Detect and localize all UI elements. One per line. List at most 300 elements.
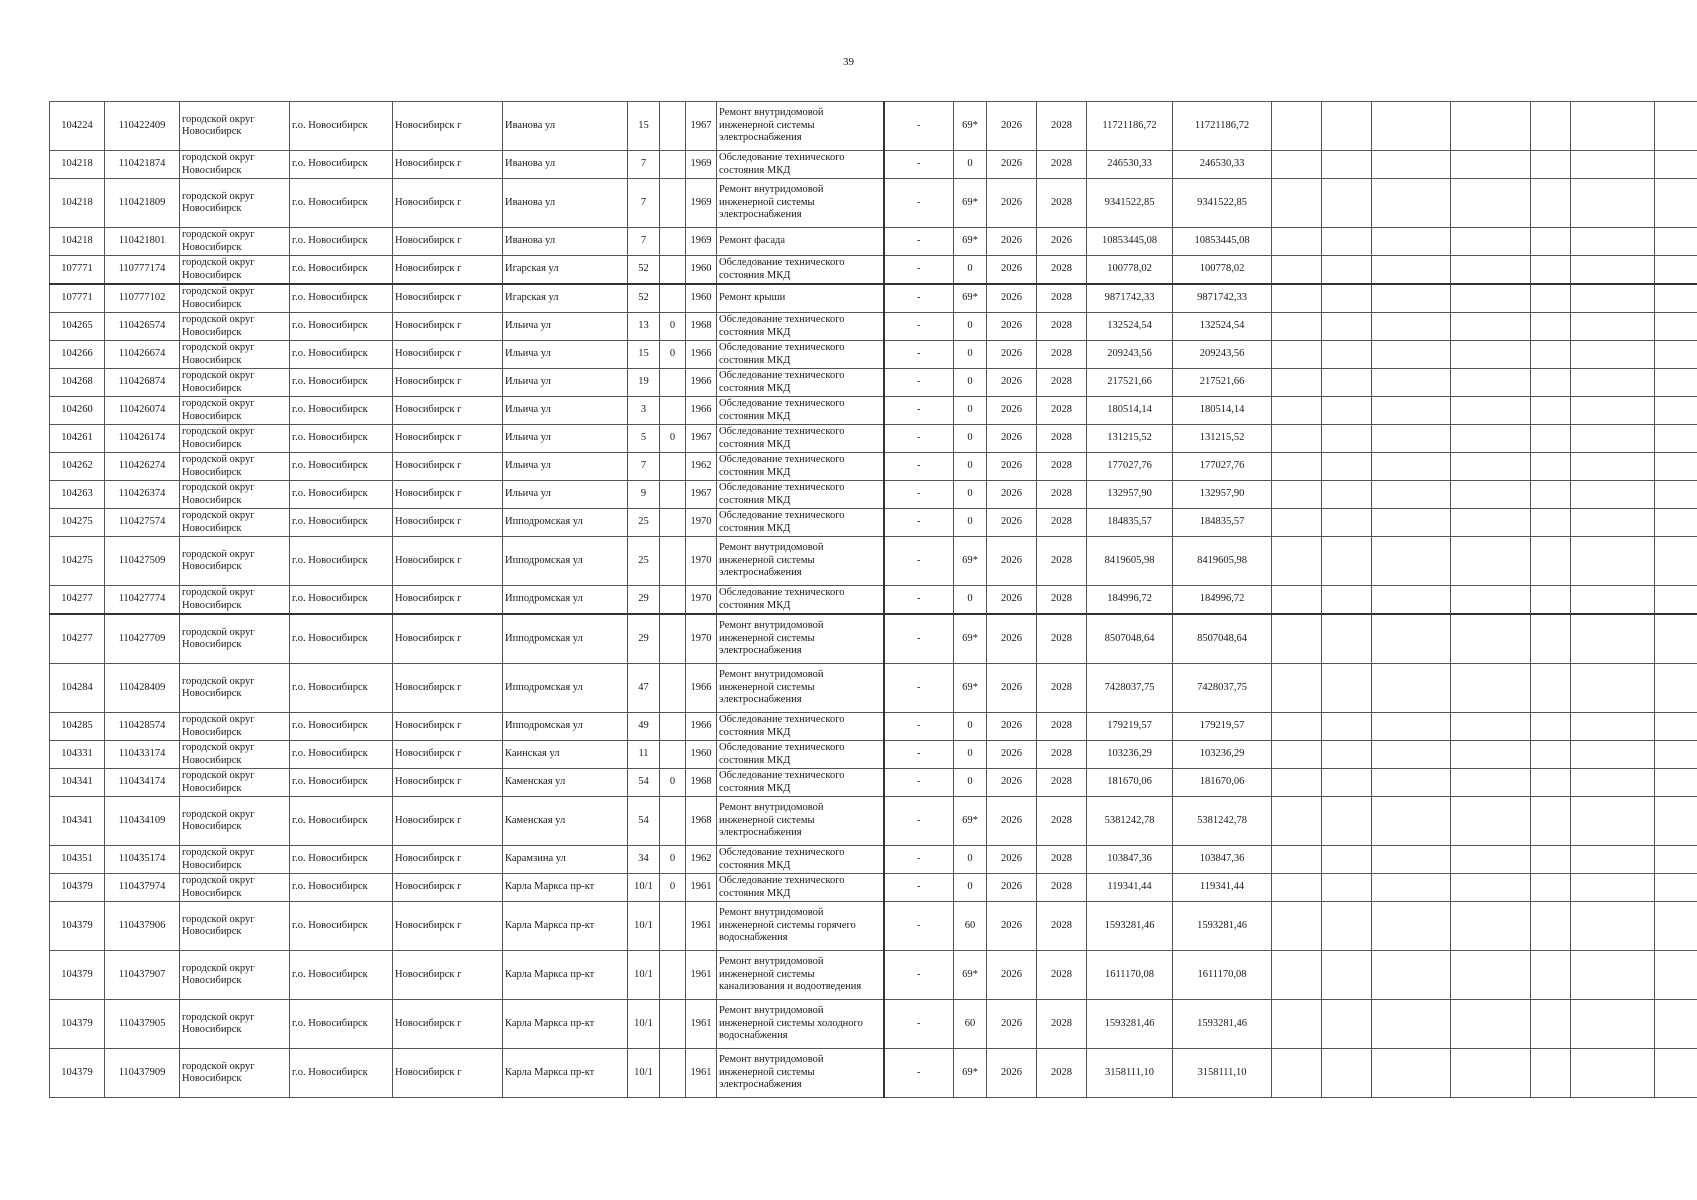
cell-empty (1655, 1049, 1697, 1098)
cell-cost-total: 11721186,72 (1087, 102, 1173, 151)
cell-work-type: Обследование технического состояния МКД (717, 341, 884, 369)
cell-year-end: 2028 (1037, 453, 1087, 481)
cell-city: Новосибирск г (393, 179, 503, 228)
cell-work-type: Ремонт внутридомовой инженерной системы горячего водоснабжения (717, 902, 884, 951)
cell-empty (1531, 509, 1571, 537)
cell-city: Новосибирск г (393, 397, 503, 425)
cell-wear-percent: 0 (954, 151, 987, 179)
cell-house-id: 104224 (50, 102, 105, 151)
cell-empty (1571, 902, 1655, 951)
cell-cost-total: 100778,02 (1087, 256, 1173, 285)
cell-house-number: 34 (628, 846, 660, 874)
cell-house-number: 49 (628, 713, 660, 741)
cell-empty (1372, 874, 1451, 902)
cell-work-code: 110422409 (105, 102, 180, 151)
cell-city: Новосибирск г (393, 228, 503, 256)
cell-work-type: Ремонт внутридомовой инженерной системы электроснабжения (717, 179, 884, 228)
table-row (50, 102, 1697, 151)
cell-empty (1571, 453, 1655, 481)
table-row (50, 397, 1697, 425)
cell-empty (1451, 313, 1531, 341)
cell-empty (1571, 256, 1655, 285)
cell-house-number: 29 (628, 586, 660, 615)
cell-year-start: 2026 (987, 481, 1037, 509)
cell-empty (1322, 741, 1372, 769)
cell-build-year: 1960 (686, 256, 717, 285)
cell-dash: - (884, 481, 954, 509)
cell-empty (1372, 586, 1451, 615)
cell-street: Ипподромская ул (503, 664, 628, 713)
cell-cost-total: 10853445,08 (1087, 228, 1173, 256)
cell-building (660, 537, 686, 586)
cell-empty (1322, 102, 1372, 151)
cell-building (660, 713, 686, 741)
cell-empty (1451, 874, 1531, 902)
cell-year-end: 2028 (1037, 179, 1087, 228)
cell-empty (1451, 902, 1531, 951)
cell-empty (1571, 586, 1655, 615)
cell-empty (1272, 102, 1322, 151)
cell-year-end: 2028 (1037, 256, 1087, 285)
cell-house-number: 13 (628, 313, 660, 341)
cell-house-id: 107771 (50, 284, 105, 313)
cell-empty (1571, 179, 1655, 228)
cell-empty (1655, 453, 1697, 481)
cell-work-type: Обследование технического состояния МКД (717, 586, 884, 615)
cell-municipality: городской округ Новосибирск (180, 102, 290, 151)
table-row (50, 151, 1697, 179)
cell-empty (1322, 586, 1372, 615)
cell-empty (1372, 313, 1451, 341)
cell-house-number: 7 (628, 228, 660, 256)
cell-year-end: 2028 (1037, 1000, 1087, 1049)
cell-cost-fund: 177027,76 (1173, 453, 1272, 481)
cell-cost-fund: 209243,56 (1173, 341, 1272, 369)
cell-work-code: 110434174 (105, 769, 180, 797)
cell-empty (1655, 284, 1697, 313)
cell-year-end: 2028 (1037, 614, 1087, 664)
cell-empty (1655, 614, 1697, 664)
cell-dash: - (884, 102, 954, 151)
cell-house-number: 54 (628, 769, 660, 797)
cell-empty (1655, 313, 1697, 341)
cell-empty (1655, 713, 1697, 741)
cell-house-number: 54 (628, 797, 660, 846)
cell-empty (1272, 614, 1322, 664)
cell-dash: - (884, 846, 954, 874)
cell-cost-total: 179219,57 (1087, 713, 1173, 741)
cell-work-type: Обследование технического состояния МКД (717, 481, 884, 509)
cell-build-year: 1966 (686, 397, 717, 425)
cell-urban-district: г.о. Новосибирск (290, 951, 393, 1000)
cell-building (660, 284, 686, 313)
cell-empty (1531, 453, 1571, 481)
cell-urban-district: г.о. Новосибирск (290, 664, 393, 713)
table-row (50, 902, 1697, 951)
cell-house-id: 104266 (50, 341, 105, 369)
cell-empty (1571, 341, 1655, 369)
cell-build-year: 1960 (686, 741, 717, 769)
cell-building (660, 741, 686, 769)
cell-empty (1571, 797, 1655, 846)
cell-house-id: 104285 (50, 713, 105, 741)
cell-building (660, 179, 686, 228)
cell-cost-fund: 184835,57 (1173, 509, 1272, 537)
cell-year-end: 2028 (1037, 769, 1087, 797)
cell-cost-total: 7428037,75 (1087, 664, 1173, 713)
cell-empty (1451, 769, 1531, 797)
cell-cost-total: 9871742,33 (1087, 284, 1173, 313)
cell-empty (1531, 256, 1571, 285)
cell-empty (1655, 179, 1697, 228)
cell-empty (1372, 369, 1451, 397)
cell-empty (1272, 369, 1322, 397)
cell-street: Каинская ул (503, 741, 628, 769)
cell-house-id: 104268 (50, 369, 105, 397)
cell-wear-percent: 69* (954, 614, 987, 664)
cell-municipality: городской округ Новосибирск (180, 313, 290, 341)
cell-municipality: городской округ Новосибирск (180, 284, 290, 313)
cell-work-type: Обследование технического состояния МКД (717, 256, 884, 285)
table-row (50, 453, 1697, 481)
cell-dash: - (884, 614, 954, 664)
cell-work-type: Обследование технического состояния МКД (717, 846, 884, 874)
cell-work-type: Обследование технического состояния МКД (717, 874, 884, 902)
cell-dash: - (884, 425, 954, 453)
cell-empty (1322, 481, 1372, 509)
cell-year-end: 2028 (1037, 586, 1087, 615)
cell-work-code: 110427774 (105, 586, 180, 615)
cell-house-number: 3 (628, 397, 660, 425)
cell-dash: - (884, 874, 954, 902)
cell-urban-district: г.о. Новосибирск (290, 453, 393, 481)
cell-urban-district: г.о. Новосибирск (290, 341, 393, 369)
cell-build-year: 1970 (686, 537, 717, 586)
cell-build-year: 1961 (686, 1000, 717, 1049)
cell-empty (1451, 713, 1531, 741)
cell-empty (1531, 341, 1571, 369)
cell-empty (1272, 902, 1322, 951)
cell-house-id: 104265 (50, 313, 105, 341)
cell-wear-percent: 0 (954, 341, 987, 369)
cell-urban-district: г.о. Новосибирск (290, 179, 393, 228)
cell-urban-district: г.о. Новосибирск (290, 846, 393, 874)
cell-year-start: 2026 (987, 151, 1037, 179)
cell-work-type: Обследование технического состояния МКД (717, 769, 884, 797)
cell-empty (1531, 397, 1571, 425)
cell-empty (1322, 284, 1372, 313)
cell-build-year: 1960 (686, 284, 717, 313)
cell-empty (1531, 537, 1571, 586)
cell-cost-fund: 3158111,10 (1173, 1049, 1272, 1098)
cell-building (660, 151, 686, 179)
cell-building (660, 102, 686, 151)
cell-empty (1322, 179, 1372, 228)
cell-empty (1451, 453, 1531, 481)
cell-empty (1571, 313, 1655, 341)
cell-year-end: 2028 (1037, 797, 1087, 846)
cell-year-end: 2028 (1037, 481, 1087, 509)
cell-cost-total: 103236,29 (1087, 741, 1173, 769)
cell-building (660, 664, 686, 713)
cell-street: Ильича ул (503, 397, 628, 425)
cell-empty (1272, 341, 1322, 369)
cell-empty (1655, 509, 1697, 537)
cell-cost-fund: 180514,14 (1173, 397, 1272, 425)
cell-empty (1571, 509, 1655, 537)
cell-empty (1531, 228, 1571, 256)
cell-empty (1531, 425, 1571, 453)
cell-city: Новосибирск г (393, 586, 503, 615)
cell-work-code: 110433174 (105, 741, 180, 769)
cell-street: Иванова ул (503, 179, 628, 228)
table-row (50, 874, 1697, 902)
cell-empty (1372, 741, 1451, 769)
cell-build-year: 1969 (686, 151, 717, 179)
cell-empty (1531, 313, 1571, 341)
cell-year-start: 2026 (987, 664, 1037, 713)
cell-wear-percent: 0 (954, 453, 987, 481)
cell-wear-percent: 0 (954, 481, 987, 509)
cell-empty (1272, 151, 1322, 179)
cell-house-number: 7 (628, 453, 660, 481)
cell-empty (1272, 797, 1322, 846)
cell-urban-district: г.о. Новосибирск (290, 313, 393, 341)
cell-empty (1531, 797, 1571, 846)
cell-building (660, 228, 686, 256)
cell-build-year: 1966 (686, 341, 717, 369)
cell-work-code: 110427709 (105, 614, 180, 664)
cell-cost-fund: 100778,02 (1173, 256, 1272, 285)
cell-city: Новосибирск г (393, 481, 503, 509)
cell-urban-district: г.о. Новосибирск (290, 614, 393, 664)
cell-building: 0 (660, 313, 686, 341)
cell-year-start: 2026 (987, 537, 1037, 586)
cell-empty (1571, 369, 1655, 397)
cell-empty (1571, 1049, 1655, 1098)
cell-empty (1272, 1049, 1322, 1098)
cell-work-code: 110421801 (105, 228, 180, 256)
cell-cost-fund: 1611170,08 (1173, 951, 1272, 1000)
cell-build-year: 1966 (686, 664, 717, 713)
cell-build-year: 1970 (686, 586, 717, 615)
cell-city: Новосибирск г (393, 341, 503, 369)
cell-work-code: 110428409 (105, 664, 180, 713)
cell-city: Новосибирск г (393, 256, 503, 285)
cell-urban-district: г.о. Новосибирск (290, 256, 393, 285)
cell-empty (1655, 397, 1697, 425)
cell-building: 0 (660, 846, 686, 874)
cell-empty (1531, 664, 1571, 713)
cell-work-code: 110426874 (105, 369, 180, 397)
cell-work-code: 110437905 (105, 1000, 180, 1049)
cell-cost-total: 181670,06 (1087, 769, 1173, 797)
cell-building: 0 (660, 874, 686, 902)
cell-cost-total: 246530,33 (1087, 151, 1173, 179)
cell-street: Каменская ул (503, 797, 628, 846)
cell-work-type: Обследование технического состояния МКД (717, 369, 884, 397)
cell-building (660, 453, 686, 481)
cell-empty (1655, 902, 1697, 951)
cell-work-type: Обследование технического состояния МКД (717, 425, 884, 453)
cell-empty (1372, 846, 1451, 874)
cell-cost-fund: 132957,90 (1173, 481, 1272, 509)
cell-work-code: 110777102 (105, 284, 180, 313)
capital-repair-table (49, 101, 1697, 1098)
cell-street: Ильича ул (503, 453, 628, 481)
cell-wear-percent: 0 (954, 509, 987, 537)
cell-empty (1272, 453, 1322, 481)
cell-empty (1322, 256, 1372, 285)
cell-dash: - (884, 1049, 954, 1098)
cell-empty (1322, 664, 1372, 713)
cell-house-id: 104379 (50, 1000, 105, 1049)
cell-cost-total: 1593281,46 (1087, 1000, 1173, 1049)
cell-city: Новосибирск г (393, 1000, 503, 1049)
cell-street: Ильича ул (503, 369, 628, 397)
cell-building: 0 (660, 341, 686, 369)
cell-city: Новосибирск г (393, 797, 503, 846)
cell-municipality: городской округ Новосибирск (180, 151, 290, 179)
cell-build-year: 1967 (686, 481, 717, 509)
cell-municipality: городской округ Новосибирск (180, 614, 290, 664)
cell-municipality: городской округ Новосибирск (180, 1049, 290, 1098)
cell-building (660, 509, 686, 537)
cell-dash: - (884, 586, 954, 615)
cell-building (660, 1000, 686, 1049)
cell-empty (1372, 1049, 1451, 1098)
cell-empty (1322, 846, 1372, 874)
cell-house-id: 104277 (50, 586, 105, 615)
cell-work-code: 110426674 (105, 341, 180, 369)
cell-year-start: 2026 (987, 951, 1037, 1000)
cell-build-year: 1967 (686, 102, 717, 151)
cell-empty (1531, 102, 1571, 151)
cell-empty (1571, 664, 1655, 713)
cell-empty (1322, 951, 1372, 1000)
cell-urban-district: г.о. Новосибирск (290, 509, 393, 537)
cell-empty (1531, 586, 1571, 615)
cell-street: Ипподромская ул (503, 713, 628, 741)
cell-work-type: Обследование технического состояния МКД (717, 713, 884, 741)
cell-empty (1531, 769, 1571, 797)
cell-empty (1272, 284, 1322, 313)
cell-empty (1655, 846, 1697, 874)
cell-house-number: 52 (628, 256, 660, 285)
cell-street: Иванова ул (503, 228, 628, 256)
cell-city: Новосибирск г (393, 284, 503, 313)
cell-municipality: городской округ Новосибирск (180, 846, 290, 874)
cell-year-start: 2026 (987, 453, 1037, 481)
cell-street: Игарская ул (503, 284, 628, 313)
cell-house-id: 104218 (50, 179, 105, 228)
table-row (50, 256, 1697, 285)
cell-empty (1451, 151, 1531, 179)
cell-empty (1571, 537, 1655, 586)
cell-city: Новосибирск г (393, 425, 503, 453)
cell-empty (1531, 713, 1571, 741)
cell-empty (1655, 256, 1697, 285)
cell-dash: - (884, 769, 954, 797)
cell-house-number: 15 (628, 341, 660, 369)
cell-year-start: 2026 (987, 313, 1037, 341)
cell-year-end: 2028 (1037, 284, 1087, 313)
cell-wear-percent: 69* (954, 284, 987, 313)
cell-empty (1531, 369, 1571, 397)
cell-street: Каменская ул (503, 769, 628, 797)
cell-wear-percent: 0 (954, 769, 987, 797)
cell-work-code: 110426174 (105, 425, 180, 453)
cell-empty (1272, 425, 1322, 453)
table-row (50, 179, 1697, 228)
cell-urban-district: г.о. Новосибирск (290, 874, 393, 902)
cell-house-number: 19 (628, 369, 660, 397)
cell-empty (1571, 614, 1655, 664)
cell-house-id: 104379 (50, 902, 105, 951)
cell-dash: - (884, 902, 954, 951)
cell-empty (1451, 256, 1531, 285)
cell-cost-total: 184996,72 (1087, 586, 1173, 615)
cell-municipality: городской округ Новосибирск (180, 902, 290, 951)
cell-empty (1322, 614, 1372, 664)
cell-work-type: Ремонт крыши (717, 284, 884, 313)
cell-municipality: городской округ Новосибирск (180, 713, 290, 741)
cell-house-number: 10/1 (628, 874, 660, 902)
cell-empty (1571, 284, 1655, 313)
cell-empty (1571, 228, 1655, 256)
cell-work-code: 110426074 (105, 397, 180, 425)
table-row (50, 481, 1697, 509)
cell-year-start: 2026 (987, 874, 1037, 902)
cell-year-end: 2028 (1037, 425, 1087, 453)
cell-wear-percent: 0 (954, 741, 987, 769)
cell-work-type: Обследование технического состояния МКД (717, 313, 884, 341)
cell-empty (1655, 425, 1697, 453)
cell-empty (1322, 1000, 1372, 1049)
cell-building (660, 369, 686, 397)
cell-cost-total: 8419605,98 (1087, 537, 1173, 586)
cell-house-id: 104275 (50, 537, 105, 586)
cell-house-number: 25 (628, 537, 660, 586)
cell-dash: - (884, 284, 954, 313)
cell-work-type: Обследование технического состояния МКД (717, 151, 884, 179)
cell-build-year: 1969 (686, 179, 717, 228)
cell-urban-district: г.о. Новосибирск (290, 1000, 393, 1049)
cell-wear-percent: 0 (954, 313, 987, 341)
cell-empty (1372, 797, 1451, 846)
cell-urban-district: г.о. Новосибирск (290, 586, 393, 615)
cell-empty (1322, 313, 1372, 341)
cell-year-start: 2026 (987, 846, 1037, 874)
cell-empty (1322, 369, 1372, 397)
cell-empty (1451, 284, 1531, 313)
cell-year-start: 2026 (987, 769, 1037, 797)
cell-cost-fund: 8507048,64 (1173, 614, 1272, 664)
cell-municipality: городской округ Новосибирск (180, 874, 290, 902)
cell-house-number: 10/1 (628, 902, 660, 951)
cell-street: Ильича ул (503, 313, 628, 341)
cell-wear-percent: 69* (954, 102, 987, 151)
cell-work-type: Обследование технического состояния МКД (717, 397, 884, 425)
cell-empty (1322, 453, 1372, 481)
table-row (50, 1000, 1697, 1049)
cell-empty (1272, 481, 1322, 509)
cell-empty (1655, 228, 1697, 256)
cell-empty (1272, 313, 1322, 341)
cell-empty (1655, 664, 1697, 713)
cell-building: 0 (660, 769, 686, 797)
cell-work-code: 110421809 (105, 179, 180, 228)
